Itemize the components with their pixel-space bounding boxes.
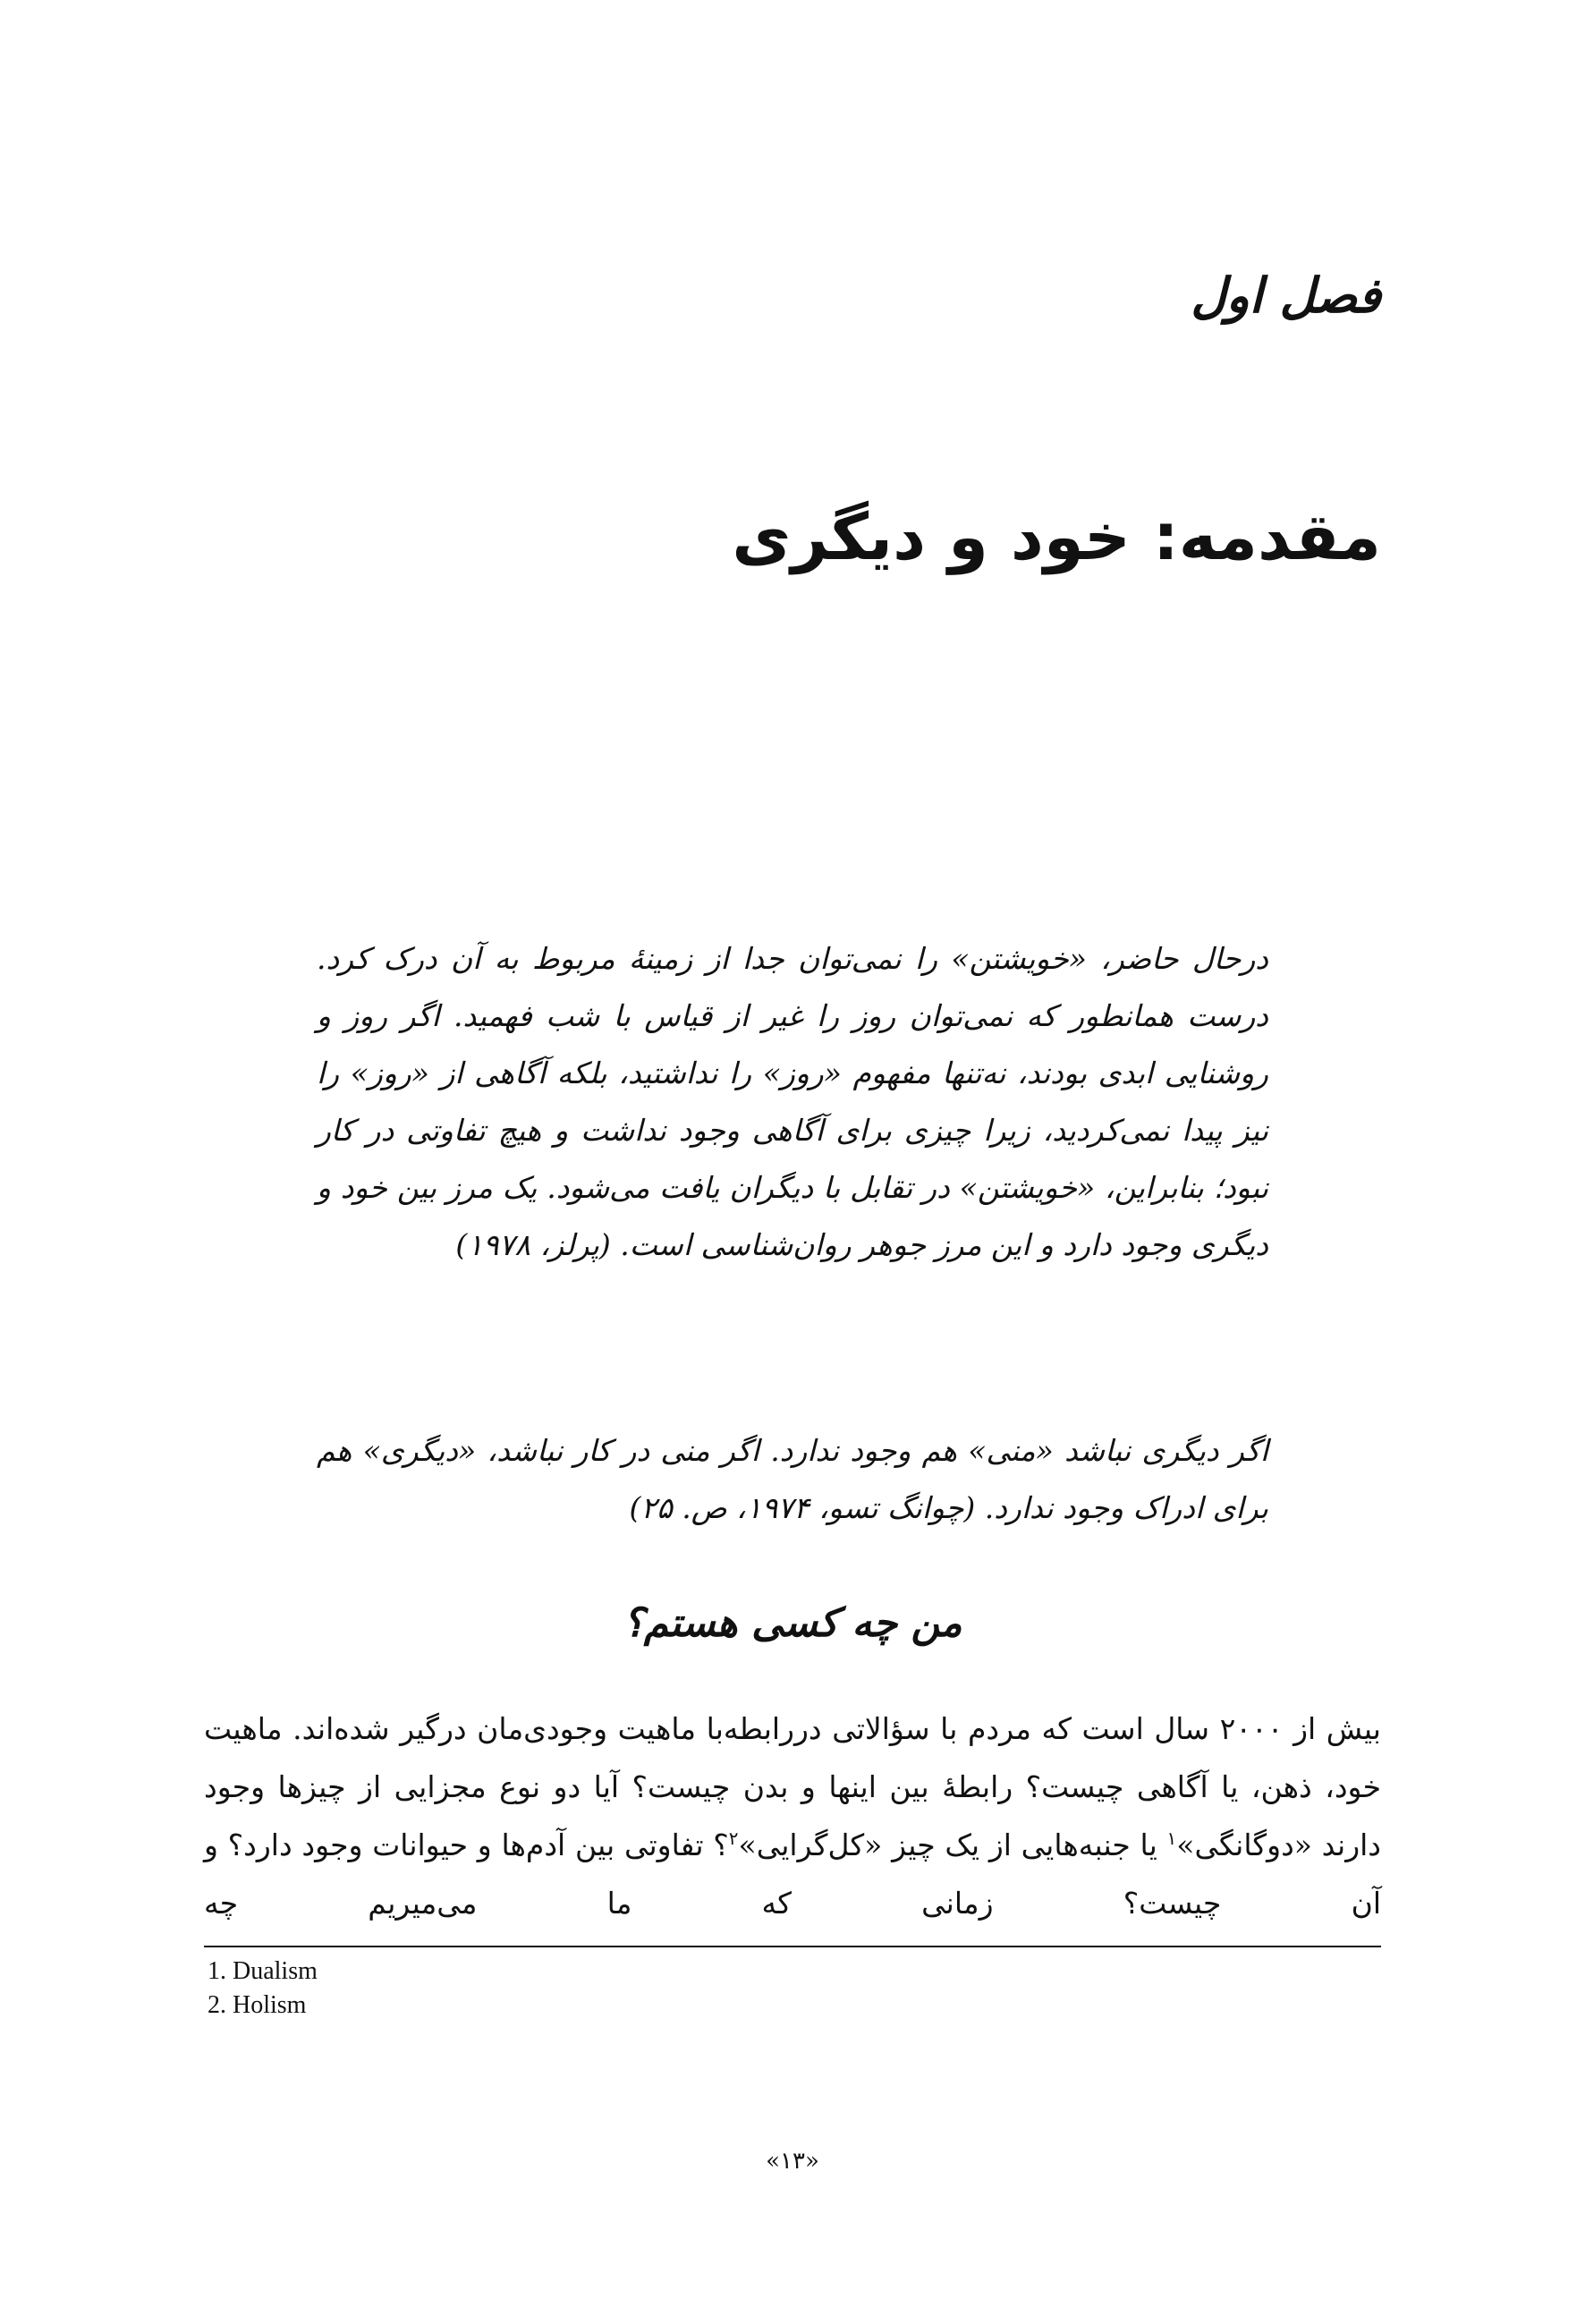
chapter-title: مقدمه: خود و دیگری [732,499,1381,574]
footnote-2: 2. Holism [208,1991,307,2019]
footnote-divider [204,1946,1381,1947]
section-heading: من چه کسی هستم؟ [623,1600,962,1646]
footnote-1: 1. Dualism [208,1957,318,1985]
body-paragraph [204,1700,1381,1932]
chapter-label: فصل اول [1191,267,1381,324]
footnote-ref-1[interactable]: ۱ [1166,1828,1177,1849]
epigraph-perls: درحال حاضر، «خویشتن» را نمی‌توان جدا از زمینهٔ مربوط به آن درک کرد. درست همانطور که نمی‌توان روز را غیر از قیاس با شب فهمید. اگر روز و روشنایی ابدی بودند، نه‌تنها مفهوم «روز» را نداشتید، بلکه آگاهی از «روز» را نیز پیدا نمی‌کردید، زیرا چیزی برای آگاهی وجود نداشت و هیچ تفاوتی در کار نبود؛ بنابراین، «خویشتن» در تقابل با دیگران یافت می‌شود. یک مرز بین خود و دیگری وجود دارد و این مرز جوهر روان‌شناسی است. (پرلز، ۱۹۷۸) [317,941,1268,1262]
body-text-part-1: بیش از ۲۰۰۰ سال است که مردم با سؤالاتی دررابطه‌با ماهیت وجودی‌مان درگیر شده‌اند. ماهیت خود، ذهن، یا آگاهی چیست؟ رابطهٔ بین اینها و بدن چیست؟ آیا دو نوع مجزایی از چیزها وجود دارند «دوگانگی» [204,1711,1381,1862]
body-text-part-3: ؟ تفاوتی بین آدم‌ها و حیوانات وجود دارد؟ و آن چیست؟ زمانی که ما می‌میریم چه [204,1828,1381,1921]
footnotes-list [208,1955,318,2023]
footnote-ref-2[interactable]: ۲ [728,1828,739,1849]
page-number: «۱۳» [766,2148,819,2175]
epigraph-chuang-tzu: اگر دیگری نباشد «منی» هم وجود ندارد. اگر منی در کار نباشد، «دیگری» هم برای ادراک وجود ندارد. (چوانگ تسو، ۱۹۷۴، ص. ۲۵) [317,1433,1268,1525]
body-text-part-2: یا جنبه‌هایی از یک چیز «کل‌گرایی» [738,1828,1167,1862]
